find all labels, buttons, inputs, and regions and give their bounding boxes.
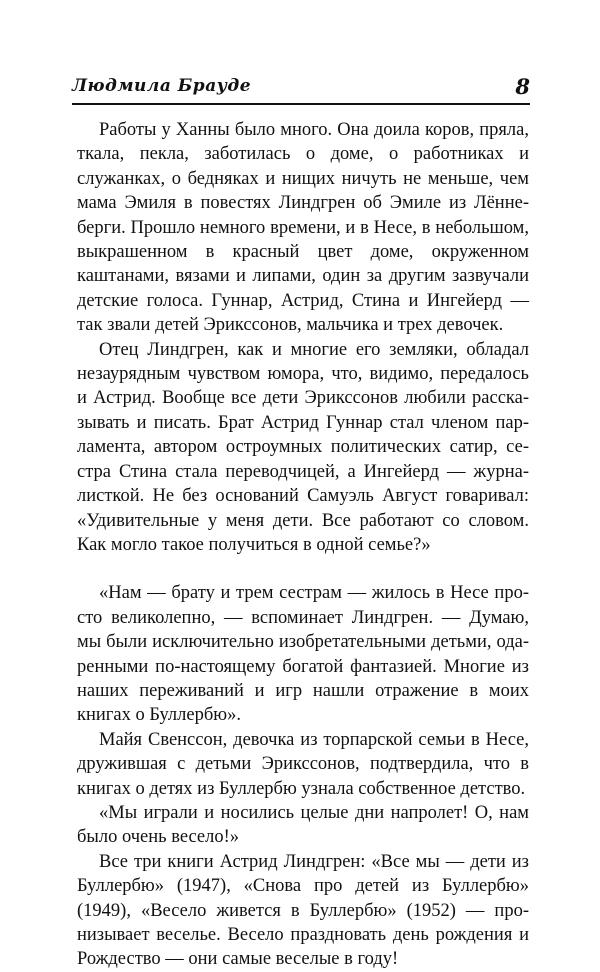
section-break <box>77 557 529 581</box>
header-rule <box>72 103 530 105</box>
paragraph: Отец Линдгрен, как и многие его земляки, обладал незаурядным чувством юмора, что, видимо, передалось и Астрид. Вообще все дети Эрикссонов любили рассказывать и писать. Брат Астрид Гуннар стал членом парламента, автором остроумных политических сатир, сестра Стина стала переводчицей, а Ингейерд — журналисткой. Не без оснований Самуэль Август говаривал: «Удивительные у меня дети. Все работают со словом. Как могло такое получиться в одной семье?» <box>77 339 529 555</box>
page-number: 8 <box>515 74 530 99</box>
body-text <box>77 118 529 972</box>
paragraph: «Нам — брату и трем сестрам — жилось в Несе просто великолепно, — вспоминает Линдгрен. — Думаю, мы были исключительно изобретательными детьми, одаренными по-настоящему богатой фантазией. Многие из наших переживаний и игр нашли отражение в моих книгах о Буллербю». <box>77 583 529 726</box>
paragraph: Все три книги Астрид Линдгрен: «Все мы — дети из Буллербю» (1947), «Снова про детей из Буллербю» (1949), «Весело живется в Буллербю» (1952) — пронизывает веселье. Весело праздновать день рождения и Рождество — они самые веселые в году! <box>77 851 529 970</box>
author-name: Людмила Брауде <box>72 76 252 96</box>
paragraph: Майя Свенссон, девочка из торпарской семьи в Несе, дружившая с детьми Эрикссонов, подтвердила, что в книгах о детях из Буллербю узнала собственное детство. <box>77 729 529 799</box>
running-header <box>72 76 530 102</box>
paragraph: Работы у Ханны было много. Она доила коров, пряла, ткала, пекла, заботилась о доме, о работниках и служанках, о бедняках и нищих ничуть не меньше, чем мама Эмиля в повестях Линдгрен об Эмиле из Лённеберги. Прошло немного времени, и в Несе, в небольшом, выкрашенном в красный цвет доме, окруженном каштанами, вязами и липами, один за другим зазвучали детские голоса. Гуннар, Астрид, Стина и Ингейерд — так звали детей Эрикссонов, мальчика и трех девочек. <box>77 120 529 336</box>
paragraph: «Мы играли и носились целые дни напролет! О, нам было очень весело!» <box>77 802 529 848</box>
